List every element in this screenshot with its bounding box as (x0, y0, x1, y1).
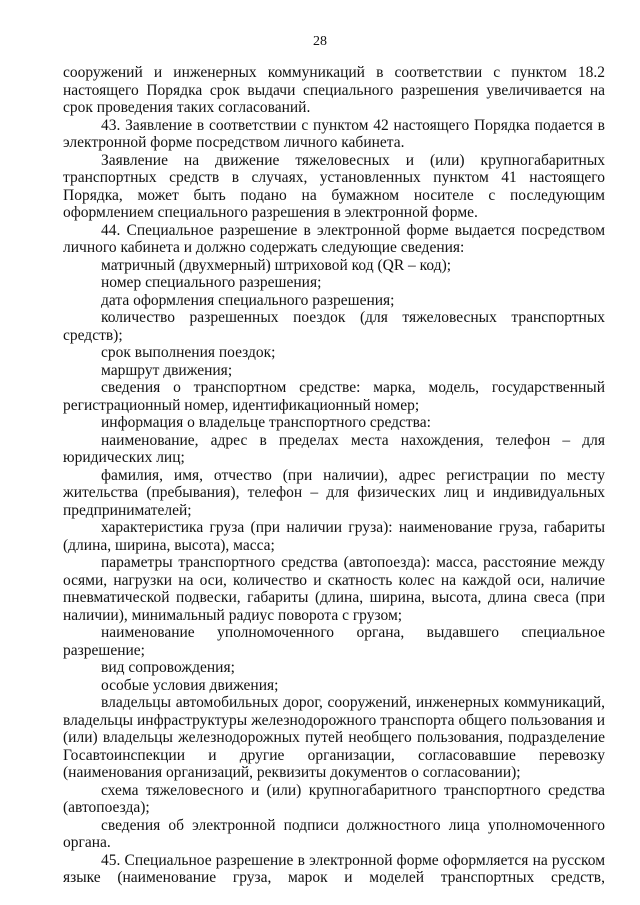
paragraph: дата оформления специального разрешения; (101, 291, 395, 309)
paragraph: вид сопровождения; (101, 659, 235, 676)
paragraph: Заявление на движение тяжеловесных и (или) крупногабаритных транспортных средств в случаях, установленных пунктом 41 настоящего Порядка, может быть подано на бумажном носителе с последующим оформлением специального разрешения в электронной форме. (63, 151, 605, 221)
paragraph: фамилия, имя, отчество (при наличии), адрес регистрации по месту жительства (пребывания), телефон – для физических лиц и индивидуальных предпринимателей; (63, 466, 605, 519)
paragraph: матричный (двухмерный) штриховой код (QR – код); (101, 256, 452, 274)
paragraph: характеристика груза (при наличии груза): наименование груза, габариты (длина, ширина, высота), масса; (63, 519, 605, 554)
paragraph: схема тяжеловесного и (или) крупногабаритного транспортного средства (автопоезда); (63, 781, 605, 816)
paragraph: сведения об электронной подписи должностного лица уполномоченного органа. (63, 816, 605, 851)
paragraph: наименование, адрес в пределах места нахождения, телефон – для юридических лиц; (63, 431, 605, 466)
paragraph: информация о владельце транспортного средства: (101, 414, 431, 431)
paragraph: номер специального разрешения; (101, 274, 322, 291)
paragraph: срок выполнения поездок; (101, 344, 276, 361)
paragraph: наименование уполномоченного органа, выдавшего специальное разрешение; (63, 624, 605, 659)
paragraph: параметры транспортного средства (автопоезда): масса, расстояние между осями, нагрузки на оси, количество и скатность колес на каждой оси, наличие пневматической подвески, габариты (длина, ширина, высота, длина свеса (при наличии), минимальный радиус поворота с грузом; (63, 554, 605, 624)
paragraph: 43. Заявление в соответствии с пунктом 42 настоящего Порядка подается в электронной форме посредством личного кабинета. (63, 116, 605, 151)
paragraph: владельцы автомобильных дорог, сооружений, инженерных коммуникаций, владельцы инфраструктуры железнодорожного транспорта общего пользования и (или) владельцы железнодорожных путей необщего пользования, подразделение Госавтоинспекции и другие организации, согласовавшие перевозку (наименования организаций, реквизиты документов о согласовании); (63, 694, 605, 781)
paragraph: количество разрешенных поездок (для тяжеловесных транспортных средств); (63, 309, 605, 344)
paragraph: 44. Специальное разрешение в электронной форме выдается посредством личного кабинета и должно содержать следующие сведения: (63, 221, 605, 256)
paragraph: 45. Специальное разрешение в электронной форме оформляется на русском языке (наименование груза, марок и моделей транспортных средств, (63, 851, 605, 886)
paragraph: особые условия движения; (101, 676, 279, 694)
paragraph: сведения о транспортном средстве: марка, модель, государственный регистрационный номер, идентификационный номер; (63, 379, 605, 414)
document-body (63, 64, 605, 887)
page-number: 28 (313, 34, 327, 49)
paragraph: маршрут движения; (101, 361, 233, 379)
paragraph: сооружений и инженерных коммуникаций в соответствии с пунктом 18.2 настоящего Порядка срок выдачи специального разрешения увеличивается на срок проведения таких согласований. (63, 64, 605, 116)
